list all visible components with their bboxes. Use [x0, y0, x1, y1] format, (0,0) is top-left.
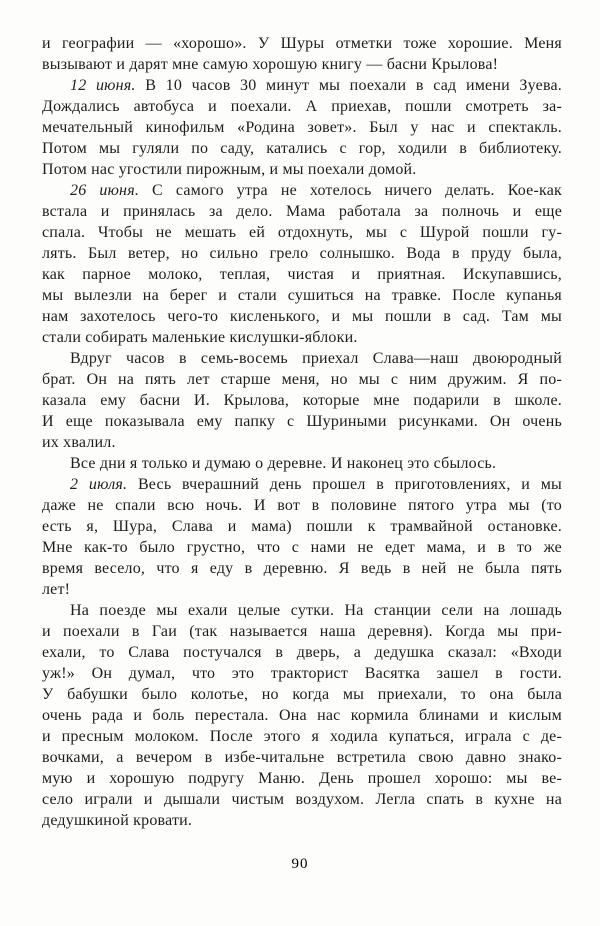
text-line: мую и хорошую подругу Маню. День прошел хорошо: мы ве-: [42, 770, 562, 787]
text-line: и пресным молоком. После этого я ходила купаться, играла с де-: [42, 728, 562, 745]
text-line: время весело, что я еду в деревню. Я ведь в ней не была пять: [42, 560, 562, 577]
text-line: уж!» Он думал, что это тракторист Васятка зашел в гости.: [42, 665, 562, 682]
text-line: спала. Чтобы не мешать ей отдохнуть, мы с Шурой пошли гу-: [42, 224, 562, 241]
text-block: [42, 33, 562, 831]
paragraph: [42, 453, 562, 474]
paragraph: [42, 348, 562, 453]
text-line: Потом нас угостили пирожным, и мы поехали домой.: [42, 161, 417, 178]
text-line: 12 июня. В 10 часов 30 минут мы поехали в сад имени Зуева.: [70, 77, 562, 94]
text-line: очень рада и боль перестала. Она нас кормила блинами и кислым: [42, 707, 562, 724]
text-line: У бабушки было колотье, но когда мы приехали, то она была: [42, 686, 562, 703]
page-number: 90: [291, 856, 309, 872]
text-line: и поехали в Гаи (так называется наша деревня). Когда мы при-: [42, 623, 562, 640]
text-line: даже не спали всю ночь. И вот в половине пятого утра мы (то: [42, 497, 562, 514]
text-line: И еще показывала ему папку с Шуриными рисунками. Он очень: [42, 413, 562, 430]
text-line: лет!: [42, 581, 71, 598]
text-line: есть я, Шура, Слава и мама) пошли к трамвайной остановке.: [42, 518, 562, 535]
paragraph: [42, 474, 562, 600]
text-line: На поезде мы ехали целые сутки. На станции сели на лошадь: [70, 602, 562, 619]
text-line: встала и принялась за дело. Мама работала за полночь и еще: [42, 203, 562, 220]
text-line: стали собирать маленькие кислушки-яблоки.: [42, 329, 358, 346]
text-line: 26 июня. С самого утра не хотелось ничего делать. Кое-как: [70, 182, 562, 199]
text-line: село играли и дышали чистым воздухом. Легла спать в кухне на: [42, 791, 562, 808]
text-line: и географии — «хорошо». У Шуры отметки тоже хорошие. Меня: [42, 35, 562, 52]
text-line: Мне как-то было грустно, что с нами не едет мама, и в то же: [42, 539, 562, 556]
text-line: Все дни я только и думаю о деревне. И наконец это сбылось.: [70, 455, 497, 472]
diary-date: 26 июня.: [70, 182, 140, 199]
text-line: вызывают и дарят мне самую хорошую книгу — басни Крылова!: [42, 56, 499, 73]
text-line: мечательный кинофильм «Родина зовет». Был у нас и спектакль.: [42, 119, 562, 136]
paragraph: [42, 75, 562, 180]
text-line: Вдруг часов в семь-восемь приехал Слава—наш двоюродный: [70, 350, 562, 367]
paragraph: [42, 33, 562, 75]
text-line: 2 июля. Весь вчерашний день прошел в приготовлениях, и мы: [70, 476, 562, 493]
text-line: мы вылезли на берег и стали сушиться на травке. После купанья: [42, 287, 562, 304]
text-line: вочками, а вечером в избе-читальне встретила свою давно знако-: [42, 749, 562, 766]
diary-date: 2 июля.: [70, 476, 128, 493]
text-line: как парное молоко, теплая, чистая и приятная. Искупавшись,: [42, 266, 562, 283]
text-line: ехали, то Слава постучался в дверь, а дедушка сказал: «Входи: [42, 644, 562, 661]
text-line: дедушкиной кровати.: [42, 812, 193, 829]
text-line: их хвалил.: [42, 434, 116, 451]
text-line: нам захотелось чего-то кисленького, и мы пошли в сад. Там мы: [42, 308, 562, 325]
text-line: лять. Был ветер, но сильно грело солнышко. Вода в пруду была,: [42, 245, 562, 262]
paragraph: [42, 600, 562, 831]
paragraph: [42, 180, 562, 348]
diary-date: 12 июня.: [70, 77, 136, 94]
text-line: Дождались автобуса и поехали. А приехав, пошли смотреть за-: [42, 98, 562, 115]
text-line: Потом мы гуляли по саду, катались с гор, ходили в библиотеку.: [42, 140, 562, 157]
text-line: казала ему басни И. Крылова, которые мне подарили в школе.: [42, 392, 562, 409]
text-line: брат. Он на пять лет старше меня, но мы с ним дружим. Я по-: [42, 371, 562, 388]
